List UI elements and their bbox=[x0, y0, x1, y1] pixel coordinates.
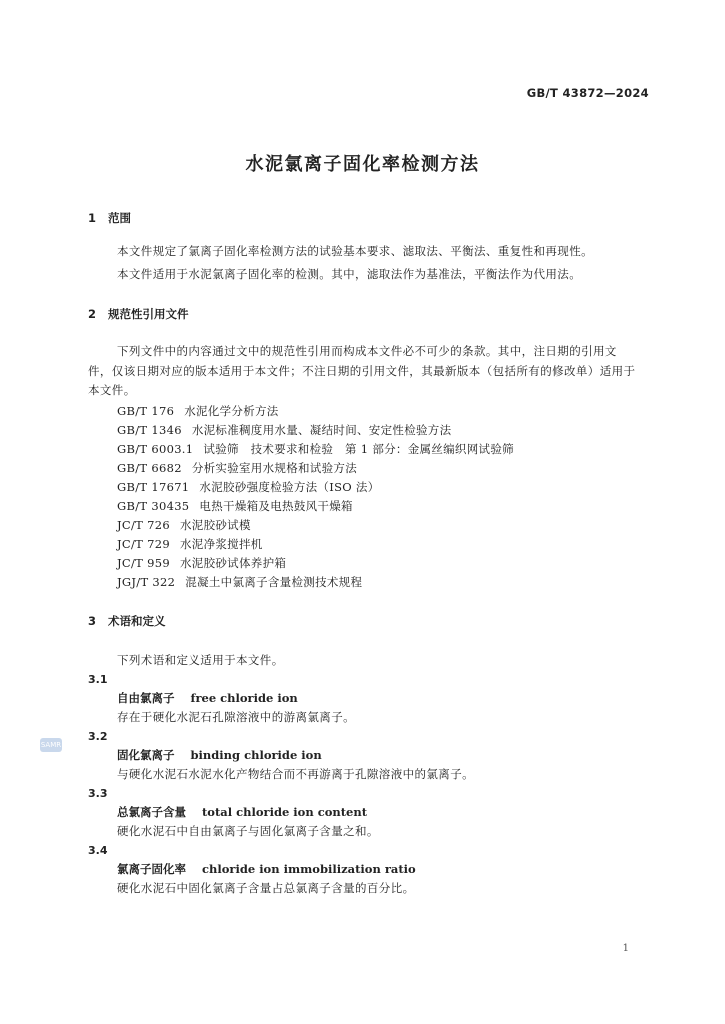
term-heading bbox=[117, 747, 322, 763]
reference-item bbox=[117, 574, 362, 590]
term-definition: 硬化水泥石中固化氯离子含量占总氯离子含量的百分比。 bbox=[117, 881, 415, 895]
section-number: 2 bbox=[88, 307, 97, 321]
section-1-heading bbox=[88, 210, 131, 226]
reference-item bbox=[117, 460, 357, 476]
term-number: 3.3 bbox=[88, 787, 108, 800]
reference-item bbox=[117, 479, 380, 495]
reference-item bbox=[117, 555, 286, 571]
reference-code: JGJ/T 322 bbox=[117, 575, 176, 589]
term-en: free chloride ion bbox=[190, 691, 298, 705]
term-number: 3.2 bbox=[88, 730, 108, 743]
reference-code: GB/T 17671 bbox=[117, 480, 190, 494]
term-number: 3.1 bbox=[88, 673, 108, 686]
reference-code: GB/T 6003.1 bbox=[117, 442, 194, 456]
section-title: 范围 bbox=[108, 211, 131, 225]
reference-item bbox=[117, 498, 353, 514]
term-heading bbox=[117, 861, 416, 877]
reference-title: 水泥胶砂试体养护箱 bbox=[179, 556, 287, 570]
reference-item bbox=[117, 403, 279, 419]
reference-title: 混凝土中氯离子含量检测技术规程 bbox=[185, 575, 363, 589]
reference-title: 试验筛 技术要求和检验 第 1 部分：金属丝编织网试验筛 bbox=[203, 442, 514, 456]
term-en: chloride ion immobilization ratio bbox=[202, 862, 416, 876]
section-title: 术语和定义 bbox=[108, 614, 166, 628]
paragraph: 本文件规定了氯离子固化率检测方法的试验基本要求、滤取法、平衡法、重复性和再现性。 bbox=[117, 244, 593, 258]
section-number: 3 bbox=[88, 614, 97, 628]
term-zh: 总氯离子含量 bbox=[117, 805, 186, 819]
section-3-heading bbox=[88, 613, 166, 629]
reference-title: 水泥胶砂强度检验方法（ISO 法） bbox=[199, 480, 380, 494]
term-zh: 自由氯离子 bbox=[117, 691, 175, 705]
page-number: 1 bbox=[622, 943, 629, 954]
reference-code: GB/T 1346 bbox=[117, 423, 182, 437]
reference-title: 分析实验室用水规格和试验方法 bbox=[191, 461, 358, 475]
reference-code: GB/T 6682 bbox=[117, 461, 182, 475]
reference-title: 水泥净浆搅拌机 bbox=[179, 537, 263, 551]
paragraph: 本文件适用于水泥氯离子固化率的检测。其中，滤取法作为基准法，平衡法作为代用法。 bbox=[117, 267, 582, 281]
term-definition: 与硬化水泥石水泥水化产物结合而不再游离于孔隙溶液中的氯离子。 bbox=[117, 767, 474, 781]
document-title: 水泥氯离子固化率检测方法 bbox=[245, 154, 480, 175]
reference-code: GB/T 176 bbox=[117, 404, 175, 418]
term-zh: 固化氯离子 bbox=[117, 748, 175, 762]
reference-code: JC/T 726 bbox=[117, 518, 170, 532]
paragraph: 下列术语和定义适用于本文件。 bbox=[117, 653, 284, 667]
section-title: 规范性引用文件 bbox=[108, 307, 189, 321]
term-en: binding chloride ion bbox=[190, 748, 322, 762]
standard-number: GB/T 43872—2024 bbox=[526, 86, 649, 100]
reference-code: JC/T 729 bbox=[117, 537, 170, 551]
reference-code: JC/T 959 bbox=[117, 556, 170, 570]
term-heading bbox=[117, 804, 367, 820]
paragraph-line: 件，仅该日期对应的版本适用于本文件；不注日期的引用文件，其最新版本（包括所有的修改单）适用于 bbox=[88, 364, 636, 378]
reference-title: 水泥化学分析方法 bbox=[184, 404, 279, 418]
term-en: total chloride ion content bbox=[202, 805, 368, 819]
term-number: 3.4 bbox=[88, 844, 108, 857]
watermark-stamp: SAMR bbox=[40, 738, 62, 752]
paragraph-line: 本文件。 bbox=[88, 383, 136, 397]
reference-item bbox=[117, 422, 451, 438]
paragraph-line: 下列文件中的内容通过文中的规范性引用而构成本文件必不可少的条款。其中，注日期的引用文 bbox=[117, 344, 617, 358]
reference-code: GB/T 30435 bbox=[117, 499, 190, 513]
section-2-heading bbox=[88, 306, 189, 322]
term-heading bbox=[117, 690, 298, 706]
reference-title: 水泥胶砂试模 bbox=[179, 518, 251, 532]
reference-title: 水泥标准稠度用水量、凝结时间、安定性检验方法 bbox=[191, 423, 452, 437]
reference-title: 电热干燥箱及电热鼓风干燥箱 bbox=[199, 499, 353, 513]
reference-item bbox=[117, 517, 251, 533]
section-number: 1 bbox=[88, 211, 97, 225]
term-definition: 硬化水泥石中自由氯离子与固化氯离子含量之和。 bbox=[117, 824, 379, 838]
term-definition: 存在于硬化水泥石孔隙溶液中的游离氯离子。 bbox=[117, 710, 355, 724]
reference-item bbox=[117, 536, 263, 552]
reference-item bbox=[117, 441, 514, 457]
term-zh: 氯离子固化率 bbox=[117, 862, 186, 876]
